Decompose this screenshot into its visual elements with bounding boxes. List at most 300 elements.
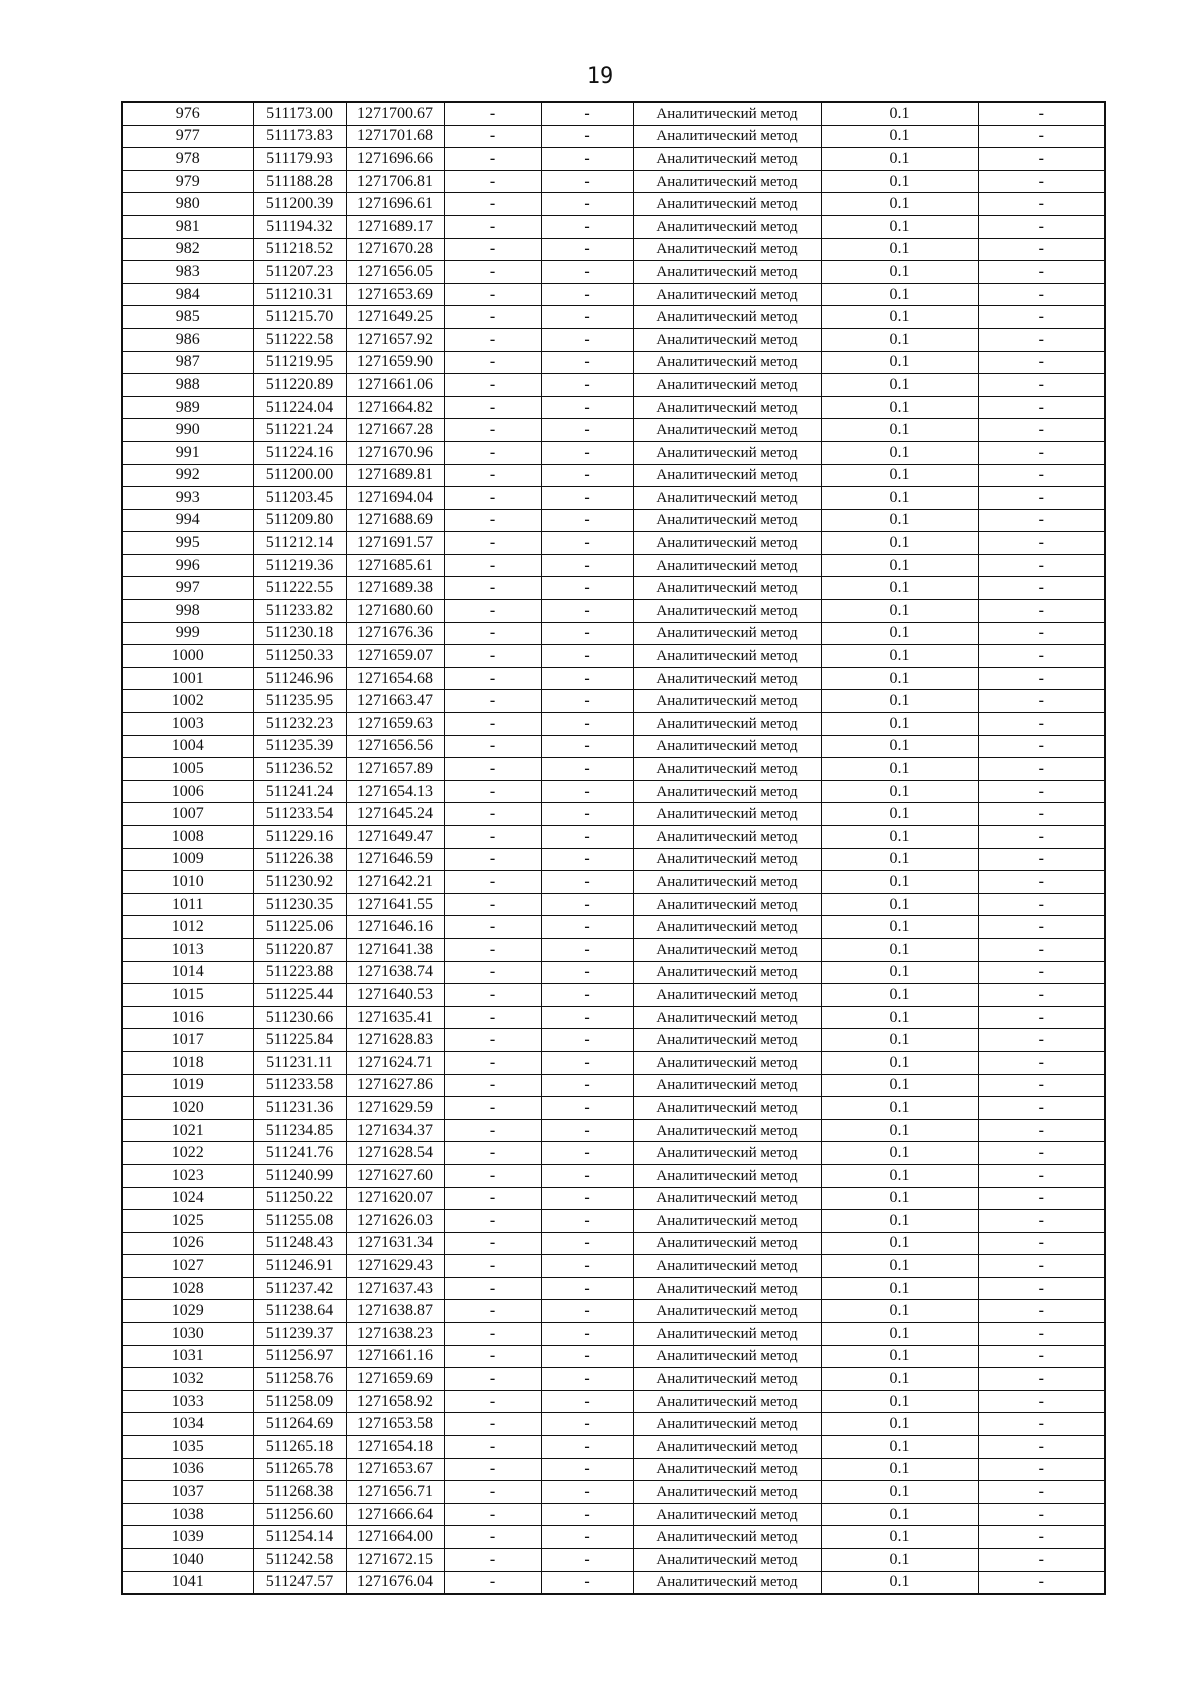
y-coordinate-cell: 1271634.37 (346, 1119, 444, 1142)
column5-cell: - (541, 170, 633, 193)
point-number-cell: 984 (122, 283, 253, 306)
column4-cell: - (444, 487, 541, 510)
method-cell: Аналитический метод (633, 1481, 821, 1504)
accuracy-cell: 0.1 (821, 261, 978, 284)
column5-cell: - (541, 261, 633, 284)
column4-cell: - (444, 1436, 541, 1459)
accuracy-cell: 0.1 (821, 871, 978, 894)
column5-cell: - (541, 961, 633, 984)
column4-cell: - (444, 328, 541, 351)
table-row (122, 1232, 1105, 1255)
y-coordinate-cell: 1271659.90 (346, 351, 444, 374)
accuracy-cell: 0.1 (821, 464, 978, 487)
column8-cell: - (978, 1345, 1105, 1368)
method-cell: Аналитический метод (633, 1074, 821, 1097)
column8-cell: - (978, 215, 1105, 238)
column5-cell: - (541, 1368, 633, 1391)
method-cell: Аналитический метод (633, 1051, 821, 1074)
y-coordinate-cell: 1271656.71 (346, 1481, 444, 1504)
column4-cell: - (444, 1006, 541, 1029)
table-row (122, 261, 1105, 284)
column4-cell: - (444, 1255, 541, 1278)
point-number-cell: 982 (122, 238, 253, 261)
accuracy-cell: 0.1 (821, 396, 978, 419)
column8-cell: - (978, 1368, 1105, 1391)
table-row (122, 871, 1105, 894)
column5-cell: - (541, 1232, 633, 1255)
x-coordinate-cell: 511236.52 (253, 758, 346, 781)
column5-cell: - (541, 1549, 633, 1572)
y-coordinate-cell: 1271653.69 (346, 283, 444, 306)
x-coordinate-cell: 511232.23 (253, 713, 346, 736)
column8-cell: - (978, 690, 1105, 713)
table-row (122, 487, 1105, 510)
column5-cell: - (541, 938, 633, 961)
column5-cell: - (541, 102, 633, 125)
column5-cell: - (541, 487, 633, 510)
point-number-cell: 1016 (122, 1006, 253, 1029)
accuracy-cell: 0.1 (821, 713, 978, 736)
point-number-cell: 976 (122, 102, 253, 125)
table-row (122, 351, 1105, 374)
column5-cell: - (541, 509, 633, 532)
column4-cell: - (444, 1187, 541, 1210)
y-coordinate-cell: 1271627.86 (346, 1074, 444, 1097)
point-number-cell: 1014 (122, 961, 253, 984)
accuracy-cell: 0.1 (821, 1029, 978, 1052)
x-coordinate-cell: 511200.00 (253, 464, 346, 487)
point-number-cell: 977 (122, 125, 253, 148)
point-number-cell: 993 (122, 487, 253, 510)
column8-cell: - (978, 102, 1105, 125)
column4-cell: - (444, 916, 541, 939)
point-number-cell: 1037 (122, 1481, 253, 1504)
accuracy-cell: 0.1 (821, 1142, 978, 1165)
x-coordinate-cell: 511219.95 (253, 351, 346, 374)
method-cell: Аналитический метод (633, 1029, 821, 1052)
column8-cell: - (978, 1187, 1105, 1210)
column8-cell: - (978, 441, 1105, 464)
column5-cell: - (541, 1345, 633, 1368)
column8-cell: - (978, 848, 1105, 871)
accuracy-cell: 0.1 (821, 125, 978, 148)
method-cell: Аналитический метод (633, 1345, 821, 1368)
y-coordinate-cell: 1271691.57 (346, 532, 444, 555)
column5-cell: - (541, 374, 633, 397)
column4-cell: - (444, 893, 541, 916)
method-cell: Аналитический метод (633, 125, 821, 148)
accuracy-cell: 0.1 (821, 1526, 978, 1549)
method-cell: Аналитический метод (633, 419, 821, 442)
x-coordinate-cell: 511209.80 (253, 509, 346, 532)
column4-cell: - (444, 735, 541, 758)
method-cell: Аналитический метод (633, 1277, 821, 1300)
point-number-cell: 1002 (122, 690, 253, 713)
column8-cell: - (978, 1074, 1105, 1097)
x-coordinate-cell: 511222.55 (253, 577, 346, 600)
column8-cell: - (978, 487, 1105, 510)
method-cell: Аналитический метод (633, 441, 821, 464)
y-coordinate-cell: 1271672.15 (346, 1549, 444, 1572)
table-row (122, 803, 1105, 826)
column4-cell: - (444, 848, 541, 871)
point-number-cell: 1027 (122, 1255, 253, 1278)
method-cell: Аналитический метод (633, 1526, 821, 1549)
table-row (122, 1300, 1105, 1323)
accuracy-cell: 0.1 (821, 600, 978, 623)
method-cell: Аналитический метод (633, 487, 821, 510)
accuracy-cell: 0.1 (821, 1051, 978, 1074)
accuracy-cell: 0.1 (821, 193, 978, 216)
x-coordinate-cell: 511203.45 (253, 487, 346, 510)
column4-cell: - (444, 667, 541, 690)
column4-cell: - (444, 1300, 541, 1323)
table-row (122, 532, 1105, 555)
column4-cell: - (444, 1526, 541, 1549)
y-coordinate-cell: 1271645.24 (346, 803, 444, 826)
table-row (122, 148, 1105, 171)
column4-cell: - (444, 441, 541, 464)
point-number-cell: 1012 (122, 916, 253, 939)
table-row (122, 645, 1105, 668)
column8-cell: - (978, 1390, 1105, 1413)
accuracy-cell: 0.1 (821, 1006, 978, 1029)
column4-cell: - (444, 1549, 541, 1572)
column4-cell: - (444, 509, 541, 532)
point-number-cell: 1011 (122, 893, 253, 916)
column5-cell: - (541, 396, 633, 419)
y-coordinate-cell: 1271640.53 (346, 984, 444, 1007)
method-cell: Аналитический метод (633, 396, 821, 419)
y-coordinate-cell: 1271670.96 (346, 441, 444, 464)
x-coordinate-cell: 511207.23 (253, 261, 346, 284)
point-number-cell: 1022 (122, 1142, 253, 1165)
column8-cell: - (978, 261, 1105, 284)
point-number-cell: 1024 (122, 1187, 253, 1210)
point-number-cell: 1010 (122, 871, 253, 894)
column4-cell: - (444, 1458, 541, 1481)
method-cell: Аналитический метод (633, 215, 821, 238)
column4-cell: - (444, 193, 541, 216)
x-coordinate-cell: 511258.76 (253, 1368, 346, 1391)
y-coordinate-cell: 1271638.74 (346, 961, 444, 984)
column8-cell: - (978, 125, 1105, 148)
point-number-cell: 997 (122, 577, 253, 600)
point-number-cell: 1009 (122, 848, 253, 871)
y-coordinate-cell: 1271638.87 (346, 1300, 444, 1323)
x-coordinate-cell: 511241.76 (253, 1142, 346, 1165)
column4-cell: - (444, 645, 541, 668)
method-cell: Аналитический метод (633, 1436, 821, 1459)
column5-cell: - (541, 1436, 633, 1459)
accuracy-cell: 0.1 (821, 148, 978, 171)
column5-cell: - (541, 1413, 633, 1436)
table-row (122, 690, 1105, 713)
column8-cell: - (978, 328, 1105, 351)
y-coordinate-cell: 1271654.13 (346, 780, 444, 803)
column4-cell: - (444, 984, 541, 1007)
table-body (122, 102, 1105, 1594)
method-cell: Аналитический метод (633, 1142, 821, 1165)
method-cell: Аналитический метод (633, 713, 821, 736)
accuracy-cell: 0.1 (821, 622, 978, 645)
column5-cell: - (541, 1323, 633, 1346)
point-number-cell: 999 (122, 622, 253, 645)
column5-cell: - (541, 871, 633, 894)
method-cell: Аналитический метод (633, 690, 821, 713)
x-coordinate-cell: 511188.28 (253, 170, 346, 193)
column5-cell: - (541, 1481, 633, 1504)
accuracy-cell: 0.1 (821, 1255, 978, 1278)
column5-cell: - (541, 645, 633, 668)
method-cell: Аналитический метод (633, 577, 821, 600)
y-coordinate-cell: 1271653.58 (346, 1413, 444, 1436)
y-coordinate-cell: 1271656.56 (346, 735, 444, 758)
point-number-cell: 1034 (122, 1413, 253, 1436)
method-cell: Аналитический метод (633, 464, 821, 487)
column5-cell: - (541, 1300, 633, 1323)
table-row (122, 1436, 1105, 1459)
column4-cell: - (444, 396, 541, 419)
method-cell: Аналитический метод (633, 1413, 821, 1436)
x-coordinate-cell: 511258.09 (253, 1390, 346, 1413)
y-coordinate-cell: 1271657.92 (346, 328, 444, 351)
method-cell: Аналитический метод (633, 1255, 821, 1278)
column4-cell: - (444, 803, 541, 826)
x-coordinate-cell: 511231.36 (253, 1097, 346, 1120)
y-coordinate-cell: 1271642.21 (346, 871, 444, 894)
accuracy-cell: 0.1 (821, 916, 978, 939)
method-cell: Аналитический метод (633, 283, 821, 306)
table-row (122, 419, 1105, 442)
accuracy-cell: 0.1 (821, 667, 978, 690)
column8-cell: - (978, 667, 1105, 690)
x-coordinate-cell: 511235.39 (253, 735, 346, 758)
column4-cell: - (444, 1413, 541, 1436)
x-coordinate-cell: 511224.16 (253, 441, 346, 464)
column5-cell: - (541, 328, 633, 351)
x-coordinate-cell: 511173.83 (253, 125, 346, 148)
column5-cell: - (541, 780, 633, 803)
accuracy-cell: 0.1 (821, 690, 978, 713)
column8-cell: - (978, 238, 1105, 261)
method-cell: Аналитический метод (633, 1571, 821, 1594)
method-cell: Аналитический метод (633, 261, 821, 284)
column4-cell: - (444, 690, 541, 713)
y-coordinate-cell: 1271664.82 (346, 396, 444, 419)
column4-cell: - (444, 125, 541, 148)
table-row (122, 125, 1105, 148)
column4-cell: - (444, 871, 541, 894)
x-coordinate-cell: 511250.33 (253, 645, 346, 668)
point-number-cell: 1008 (122, 826, 253, 849)
column4-cell: - (444, 1390, 541, 1413)
point-number-cell: 1018 (122, 1051, 253, 1074)
accuracy-cell: 0.1 (821, 735, 978, 758)
accuracy-cell: 0.1 (821, 984, 978, 1007)
y-coordinate-cell: 1271646.59 (346, 848, 444, 871)
point-number-cell: 1029 (122, 1300, 253, 1323)
x-coordinate-cell: 511264.69 (253, 1413, 346, 1436)
x-coordinate-cell: 511256.60 (253, 1503, 346, 1526)
table-row (122, 328, 1105, 351)
y-coordinate-cell: 1271649.47 (346, 826, 444, 849)
column4-cell: - (444, 1097, 541, 1120)
point-number-cell: 986 (122, 328, 253, 351)
column8-cell: - (978, 532, 1105, 555)
point-number-cell: 1015 (122, 984, 253, 1007)
method-cell: Аналитический метод (633, 1390, 821, 1413)
point-number-cell: 1004 (122, 735, 253, 758)
x-coordinate-cell: 511173.00 (253, 102, 346, 125)
table-row (122, 554, 1105, 577)
point-number-cell: 1031 (122, 1345, 253, 1368)
table-row (122, 1074, 1105, 1097)
column5-cell: - (541, 758, 633, 781)
y-coordinate-cell: 1271627.60 (346, 1164, 444, 1187)
x-coordinate-cell: 511200.39 (253, 193, 346, 216)
point-number-cell: 1006 (122, 780, 253, 803)
table-row (122, 1549, 1105, 1572)
accuracy-cell: 0.1 (821, 419, 978, 442)
x-coordinate-cell: 511235.95 (253, 690, 346, 713)
column5-cell: - (541, 125, 633, 148)
accuracy-cell: 0.1 (821, 1368, 978, 1391)
table-row (122, 509, 1105, 532)
column4-cell: - (444, 351, 541, 374)
column4-cell: - (444, 261, 541, 284)
column4-cell: - (444, 102, 541, 125)
column4-cell: - (444, 826, 541, 849)
column4-cell: - (444, 464, 541, 487)
point-number-cell: 989 (122, 396, 253, 419)
column8-cell: - (978, 938, 1105, 961)
accuracy-cell: 0.1 (821, 1164, 978, 1187)
method-cell: Аналитический метод (633, 984, 821, 1007)
y-coordinate-cell: 1271676.36 (346, 622, 444, 645)
accuracy-cell: 0.1 (821, 1413, 978, 1436)
column5-cell: - (541, 667, 633, 690)
y-coordinate-cell: 1271670.28 (346, 238, 444, 261)
x-coordinate-cell: 511221.24 (253, 419, 346, 442)
y-coordinate-cell: 1271638.23 (346, 1323, 444, 1346)
accuracy-cell: 0.1 (821, 532, 978, 555)
accuracy-cell: 0.1 (821, 1436, 978, 1459)
table-row (122, 893, 1105, 916)
column8-cell: - (978, 509, 1105, 532)
column8-cell: - (978, 1503, 1105, 1526)
column5-cell: - (541, 735, 633, 758)
column5-cell: - (541, 1029, 633, 1052)
column5-cell: - (541, 1187, 633, 1210)
point-number-cell: 992 (122, 464, 253, 487)
y-coordinate-cell: 1271701.68 (346, 125, 444, 148)
method-cell: Аналитический метод (633, 871, 821, 894)
point-number-cell: 1003 (122, 713, 253, 736)
y-coordinate-cell: 1271631.34 (346, 1232, 444, 1255)
x-coordinate-cell: 511265.78 (253, 1458, 346, 1481)
column5-cell: - (541, 1277, 633, 1300)
column5-cell: - (541, 600, 633, 623)
point-number-cell: 1023 (122, 1164, 253, 1187)
column8-cell: - (978, 1571, 1105, 1594)
table-row (122, 1526, 1105, 1549)
point-number-cell: 1020 (122, 1097, 253, 1120)
table-row (122, 193, 1105, 216)
accuracy-cell: 0.1 (821, 1210, 978, 1233)
x-coordinate-cell: 511256.97 (253, 1345, 346, 1368)
x-coordinate-cell: 511240.99 (253, 1164, 346, 1187)
table-row (122, 713, 1105, 736)
accuracy-cell: 0.1 (821, 1571, 978, 1594)
table-row (122, 1119, 1105, 1142)
table-row (122, 1255, 1105, 1278)
table-row (122, 283, 1105, 306)
x-coordinate-cell: 511265.18 (253, 1436, 346, 1459)
point-number-cell: 1001 (122, 667, 253, 690)
table-row (122, 1277, 1105, 1300)
point-number-cell: 1005 (122, 758, 253, 781)
column4-cell: - (444, 1232, 541, 1255)
column5-cell: - (541, 803, 633, 826)
column8-cell: - (978, 351, 1105, 374)
column4-cell: - (444, 1323, 541, 1346)
method-cell: Аналитический метод (633, 148, 821, 171)
table-row (122, 780, 1105, 803)
column4-cell: - (444, 554, 541, 577)
table-row (122, 1458, 1105, 1481)
point-number-cell: 981 (122, 215, 253, 238)
method-cell: Аналитический метод (633, 1006, 821, 1029)
column5-cell: - (541, 622, 633, 645)
accuracy-cell: 0.1 (821, 1390, 978, 1413)
method-cell: Аналитический метод (633, 1232, 821, 1255)
y-coordinate-cell: 1271635.41 (346, 1006, 444, 1029)
x-coordinate-cell: 511220.89 (253, 374, 346, 397)
column4-cell: - (444, 170, 541, 193)
table-row (122, 1390, 1105, 1413)
column4-cell: - (444, 758, 541, 781)
point-number-cell: 980 (122, 193, 253, 216)
point-number-cell: 983 (122, 261, 253, 284)
x-coordinate-cell: 511225.44 (253, 984, 346, 1007)
y-coordinate-cell: 1271626.03 (346, 1210, 444, 1233)
column8-cell: - (978, 170, 1105, 193)
method-cell: Аналитический метод (633, 351, 821, 374)
accuracy-cell: 0.1 (821, 1481, 978, 1504)
column8-cell: - (978, 1436, 1105, 1459)
x-coordinate-cell: 511254.14 (253, 1526, 346, 1549)
x-coordinate-cell: 511230.92 (253, 871, 346, 894)
column5-cell: - (541, 419, 633, 442)
table-row (122, 238, 1105, 261)
table-row (122, 1345, 1105, 1368)
table-row (122, 916, 1105, 939)
column5-cell: - (541, 1503, 633, 1526)
x-coordinate-cell: 511218.52 (253, 238, 346, 261)
y-coordinate-cell: 1271659.07 (346, 645, 444, 668)
column5-cell: - (541, 306, 633, 329)
column5-cell: - (541, 351, 633, 374)
column8-cell: - (978, 396, 1105, 419)
table-row (122, 938, 1105, 961)
column4-cell: - (444, 306, 541, 329)
accuracy-cell: 0.1 (821, 1232, 978, 1255)
y-coordinate-cell: 1271628.54 (346, 1142, 444, 1165)
column4-cell: - (444, 961, 541, 984)
column5-cell: - (541, 848, 633, 871)
x-coordinate-cell: 511248.43 (253, 1232, 346, 1255)
